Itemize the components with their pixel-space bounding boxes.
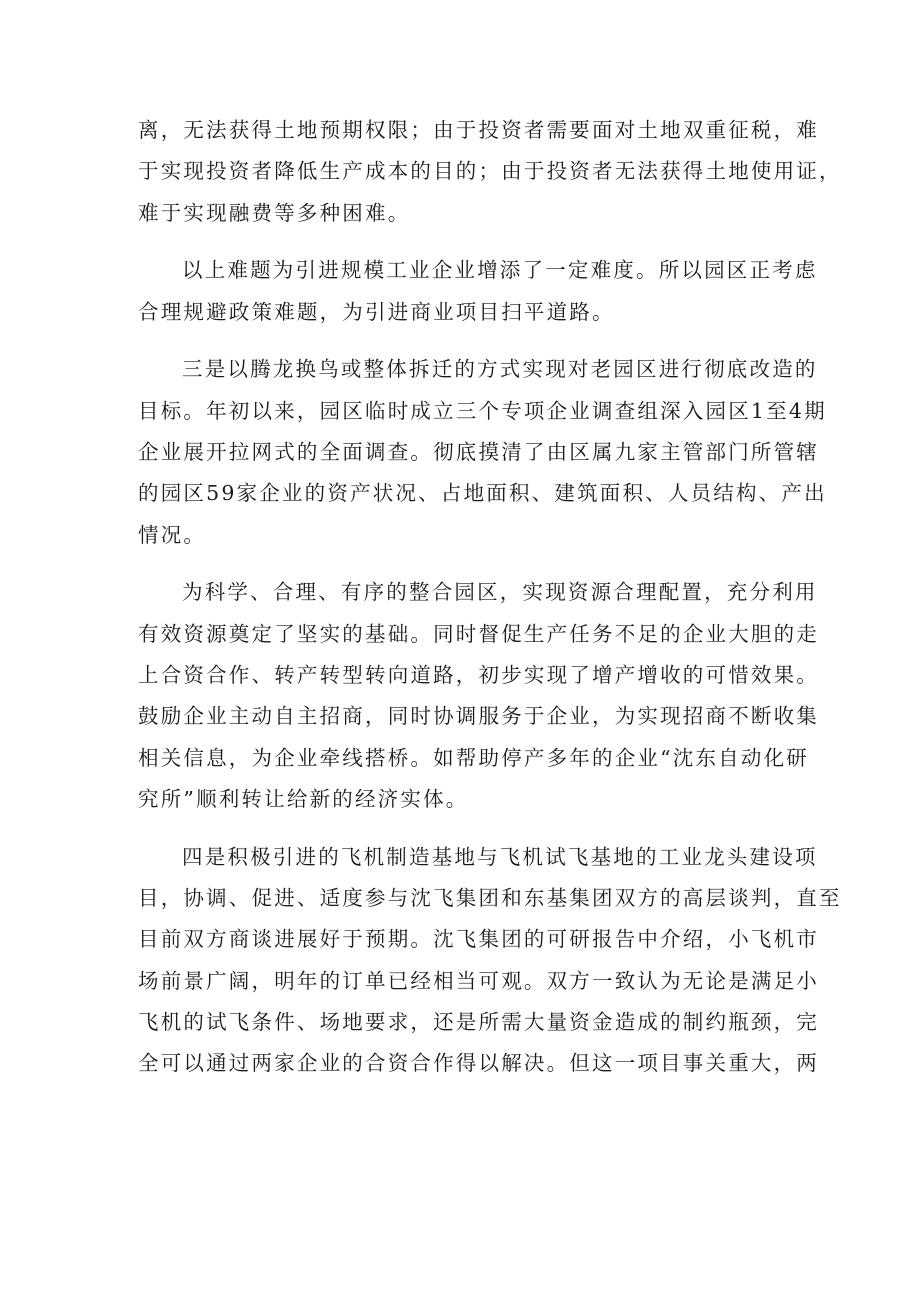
text-line: 三是以腾龙换鸟或整体拆迁的方式实现对老园区进行彻底改造的: [182, 357, 818, 382]
text-line: 的园区59家企业的资产状况、占地面积、建筑面积、人员结构、产出: [138, 481, 827, 506]
paragraph-3: [138, 349, 827, 555]
paragraph-1: [138, 110, 842, 234]
text-line: 场前景广阔，明年的订单已经相当可观。双方一致认为无论是满足小: [138, 968, 819, 993]
paragraph-4: [138, 572, 819, 820]
text-line: 以上难题为引进规模工业企业增添了一定难度。所以园区正考虑: [182, 258, 818, 283]
text-line: 目标。年初以来，园区临时成立三个专项企业调查组深入园区1至4期: [138, 398, 827, 423]
text-line: 难于实现融费等多种困难。: [138, 200, 411, 225]
document-body: [138, 110, 842, 1101]
text-line: 目前双方商谈进展好于预期。沈飞集团的可研报告中介绍，小飞机市: [138, 927, 819, 952]
text-line: 有效资源奠定了坚实的基础。同时督促生产任务不足的企业大胆的走: [138, 621, 819, 646]
text-line: 情况。: [138, 522, 207, 547]
text-line: 于实现投资者降低生产成本的目的；由于投资者无法获得土地使用证，: [138, 159, 842, 184]
paragraph-2: [138, 250, 818, 333]
text-line: 合理规避政策难题，为引进商业项目扫平道路。: [138, 299, 615, 324]
paragraph-5: [138, 837, 842, 1085]
text-line: 目，协调、促进、适度参与沈飞集团和东基集团双方的高层谈判，直至: [138, 886, 842, 911]
text-line: 飞机的试飞条件、场地要求，还是所需大量资金造成的制约瓶颈，完: [138, 1009, 819, 1034]
text-line: 企业展开拉网式的全面调查。彻底摸清了由区属九家主管部门所管辖: [138, 440, 819, 465]
text-line: 上合资合作、转产转型转向道路，初步实现了增产增收的可惜效果。: [138, 663, 819, 688]
text-line: 究所”顺利转让给新的经济实体。: [138, 786, 469, 811]
text-line: 鼓励企业主动自主招商，同时协调服务于企业，为实现招商不断收集: [138, 704, 819, 729]
text-line: 离，无法获得土地预期权限；由于投资者需要面对土地双重征税，难: [138, 118, 819, 142]
text-line: 四是积极引进的飞机制造基地与飞机试飞基地的工业龙头建设项: [182, 844, 818, 869]
text-line: 为科学、合理、有序的整合园区，实现资源合理配置，充分利用: [182, 580, 818, 605]
text-line: 全可以通过两家企业的合资合作得以解决。但这一项目事关重大，两: [138, 1051, 819, 1076]
text-line: 相关信息，为企业牵线搭桥。如帮助停产多年的企业“沈东自动化研: [138, 745, 809, 770]
